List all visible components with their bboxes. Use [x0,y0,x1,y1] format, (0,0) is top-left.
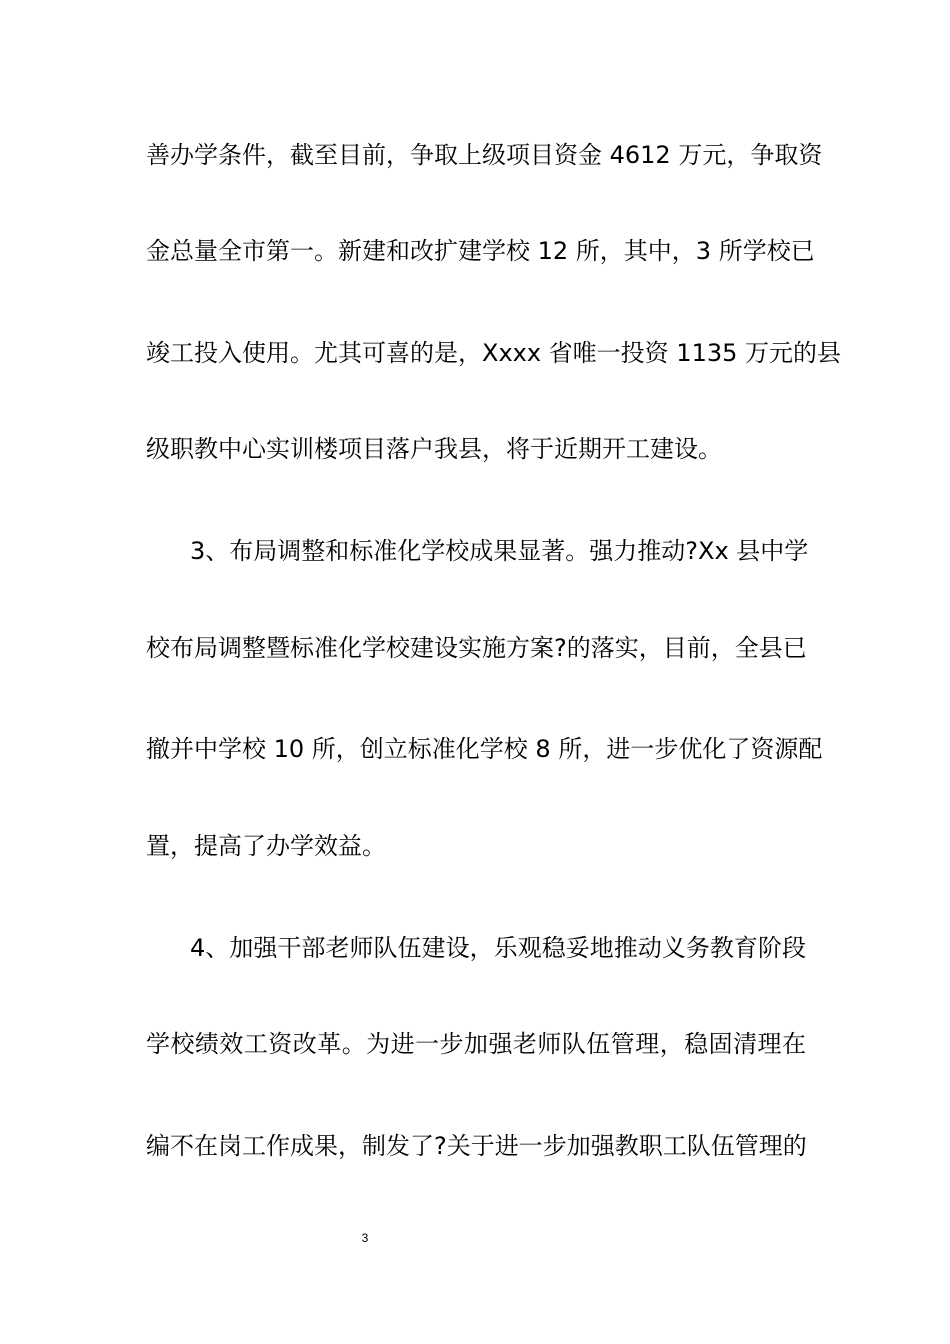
text-line-2: 金总量全市第一。新建和改扩建学校 12 所，其中，3 所学校已 [146,237,815,265]
text-line-7: 撤并中学校 10 所，创立标准化学校 8 所，进一步优化了资源配 [146,735,823,763]
text-line-1: 善办学条件，截至目前，争取上级项目资金 4612 万元，争取资 [146,141,823,169]
text-line-3: 竣工投入使用。尤其可喜的是，Xxxx 省唯一投资 1135 万元的县 [146,339,842,367]
text-line-6: 校布局调整暨标准化学校建设实施方案?的落实，目前，全县已 [146,634,807,662]
text-line-9: 4、加强干部老师队伍建设，乐观稳妥地推动义务教育阶段 [190,934,806,962]
text-line-11: 编不在岗工作成果，制发了?关于进一步加强教职工队伍管理的 [146,1132,807,1160]
page-number: 3 [361,1231,369,1245]
text-line-5: 3、布局调整和标准化学校成果显著。强力推动?Xx 县中学 [190,537,809,565]
text-line-10: 学校绩效工资改革。为进一步加强老师队伍管理，稳固清理在 [146,1030,806,1058]
text-line-8: 置，提高了办学效益。 [146,832,386,860]
text-line-4: 级职教中心实训楼项目落户我县，将于近期开工建设。 [146,435,722,463]
